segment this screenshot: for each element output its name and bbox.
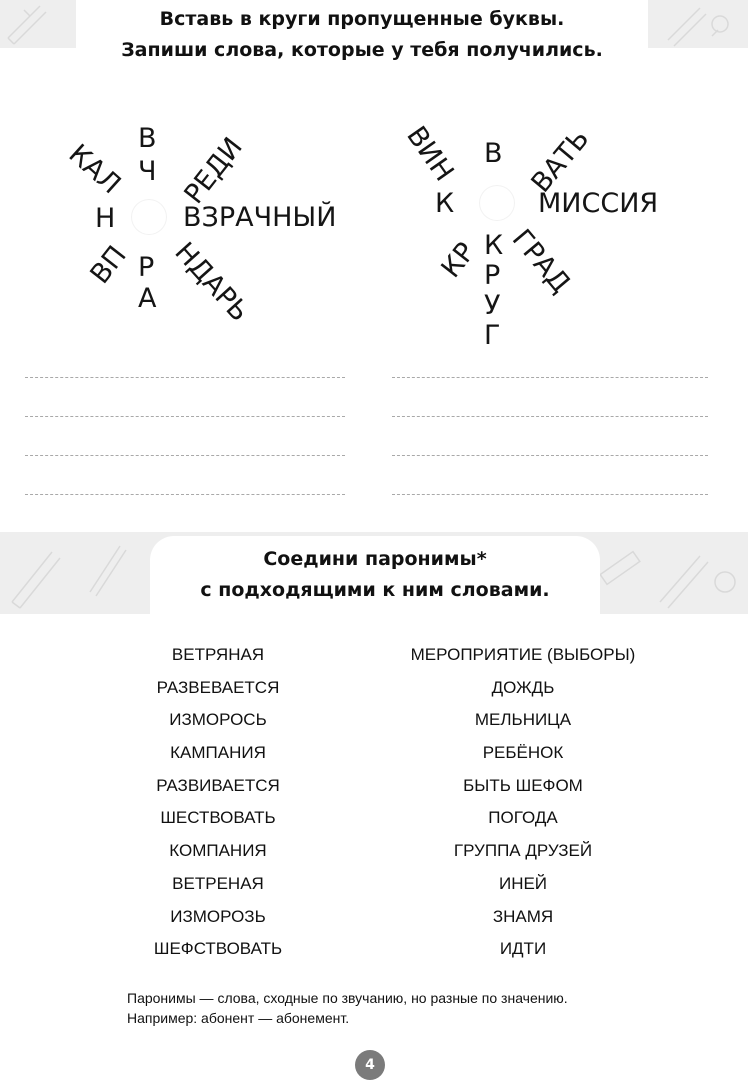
missing-letter-circle[interactable] bbox=[480, 186, 514, 220]
matching-word[interactable]: ИДТИ bbox=[499, 939, 547, 959]
matching-word[interactable]: МЕЛЬНИЦА bbox=[474, 710, 572, 730]
missing-letter-circle[interactable] bbox=[132, 200, 166, 234]
wheel2-label: К bbox=[435, 188, 455, 219]
paronym-word[interactable]: ВЕТРЕНАЯ bbox=[172, 873, 264, 893]
task2-title-line2: с подходящими к ним словами. bbox=[200, 579, 550, 601]
wheel1-label: Р bbox=[138, 252, 155, 283]
wheel1-label: Ч bbox=[138, 156, 157, 187]
writing-line[interactable] bbox=[25, 494, 345, 495]
paronym-word[interactable]: ШЕФСТВОВАТЬ bbox=[153, 939, 283, 959]
matching-words-column bbox=[388, 643, 658, 970]
paronym-word[interactable]: КАМПАНИЯ bbox=[170, 743, 266, 763]
paronym-word[interactable]: ШЕСТВОВАТЬ bbox=[160, 808, 276, 828]
paronym-word[interactable]: ИЗМОРОЗЬ bbox=[170, 906, 266, 926]
wheel2-label: Г bbox=[484, 320, 501, 351]
wheel2-label: У bbox=[484, 290, 501, 321]
matching-word[interactable]: ГРУППА ДРУЗЕЙ bbox=[453, 841, 593, 861]
matching-word[interactable]: ИНЕЙ bbox=[498, 873, 548, 893]
matching-word[interactable]: РЕБЁНОК bbox=[482, 743, 564, 763]
writing-line[interactable] bbox=[392, 494, 708, 495]
wheel2-label: В bbox=[484, 138, 503, 169]
wheel1-label: НДАРЬ bbox=[168, 236, 255, 328]
wheel1-label: А bbox=[138, 283, 157, 314]
matching-word[interactable]: ПОГОДА bbox=[488, 808, 558, 828]
task1-title-line2: Запиши слова, которые у тебя получились. bbox=[121, 39, 603, 61]
task1-title-line1: Вставь в круги пропущенные буквы. bbox=[159, 8, 565, 30]
wheel2-label: МИССИЯ bbox=[538, 188, 659, 219]
paronym-word[interactable]: ВЕТРЯНАЯ bbox=[171, 645, 265, 664]
wheel2-label: ВИН bbox=[400, 120, 460, 187]
wheel1-label: КАЛ bbox=[62, 138, 127, 201]
matching-word[interactable]: ДОЖДЬ bbox=[491, 677, 555, 697]
matching-word[interactable]: БЫТЬ ШЕФОМ bbox=[463, 775, 583, 795]
task2-title-line1: Соедини паронимы* bbox=[263, 548, 487, 570]
wheel2-label: ГРАД bbox=[505, 223, 577, 300]
footnote-definition: Паронимы — слова, сходные по звучанию, но разные по значению. bbox=[127, 990, 568, 1006]
writing-line[interactable] bbox=[25, 416, 345, 417]
writing-line[interactable] bbox=[392, 455, 708, 456]
wheel2-label: К bbox=[484, 230, 504, 261]
paronyms-column bbox=[118, 643, 318, 970]
footnote bbox=[127, 988, 687, 1028]
wheel1-label: РЕДИ bbox=[178, 131, 249, 210]
wheel1-label: В bbox=[138, 123, 157, 154]
wheel1-label: ВЗРАЧНЫЙ bbox=[183, 202, 337, 233]
writing-line[interactable] bbox=[392, 416, 708, 417]
wheel2-label: ВАТЬ bbox=[525, 123, 596, 199]
footnote-example: Например: абонент — абонемент. bbox=[127, 1010, 350, 1026]
wheel2-label: КР bbox=[435, 236, 482, 284]
paronym-word[interactable]: РАЗВЕВАЕТСЯ bbox=[156, 677, 280, 697]
task1-title bbox=[76, 0, 648, 92]
wheel1-label: ВП bbox=[84, 240, 133, 290]
paronym-word[interactable]: ИЗМОРОСЬ bbox=[169, 710, 267, 730]
writing-line[interactable] bbox=[25, 377, 345, 378]
writing-line[interactable] bbox=[392, 377, 708, 378]
matching-word[interactable]: МЕРОПРИЯТИЕ (ВЫБОРЫ) bbox=[410, 645, 636, 664]
wheel1-label: Н bbox=[95, 203, 116, 234]
task2-title bbox=[150, 536, 600, 618]
wheel2-label: Р bbox=[484, 260, 501, 291]
writing-line[interactable] bbox=[25, 455, 345, 456]
paronym-word[interactable]: КОМПАНИЯ bbox=[169, 841, 267, 861]
paronym-word[interactable]: РАЗВИВАЕТСЯ bbox=[156, 775, 280, 795]
matching-word[interactable]: ЗНАМЯ bbox=[492, 906, 554, 926]
page-number-badge: 4 bbox=[355, 1050, 385, 1080]
